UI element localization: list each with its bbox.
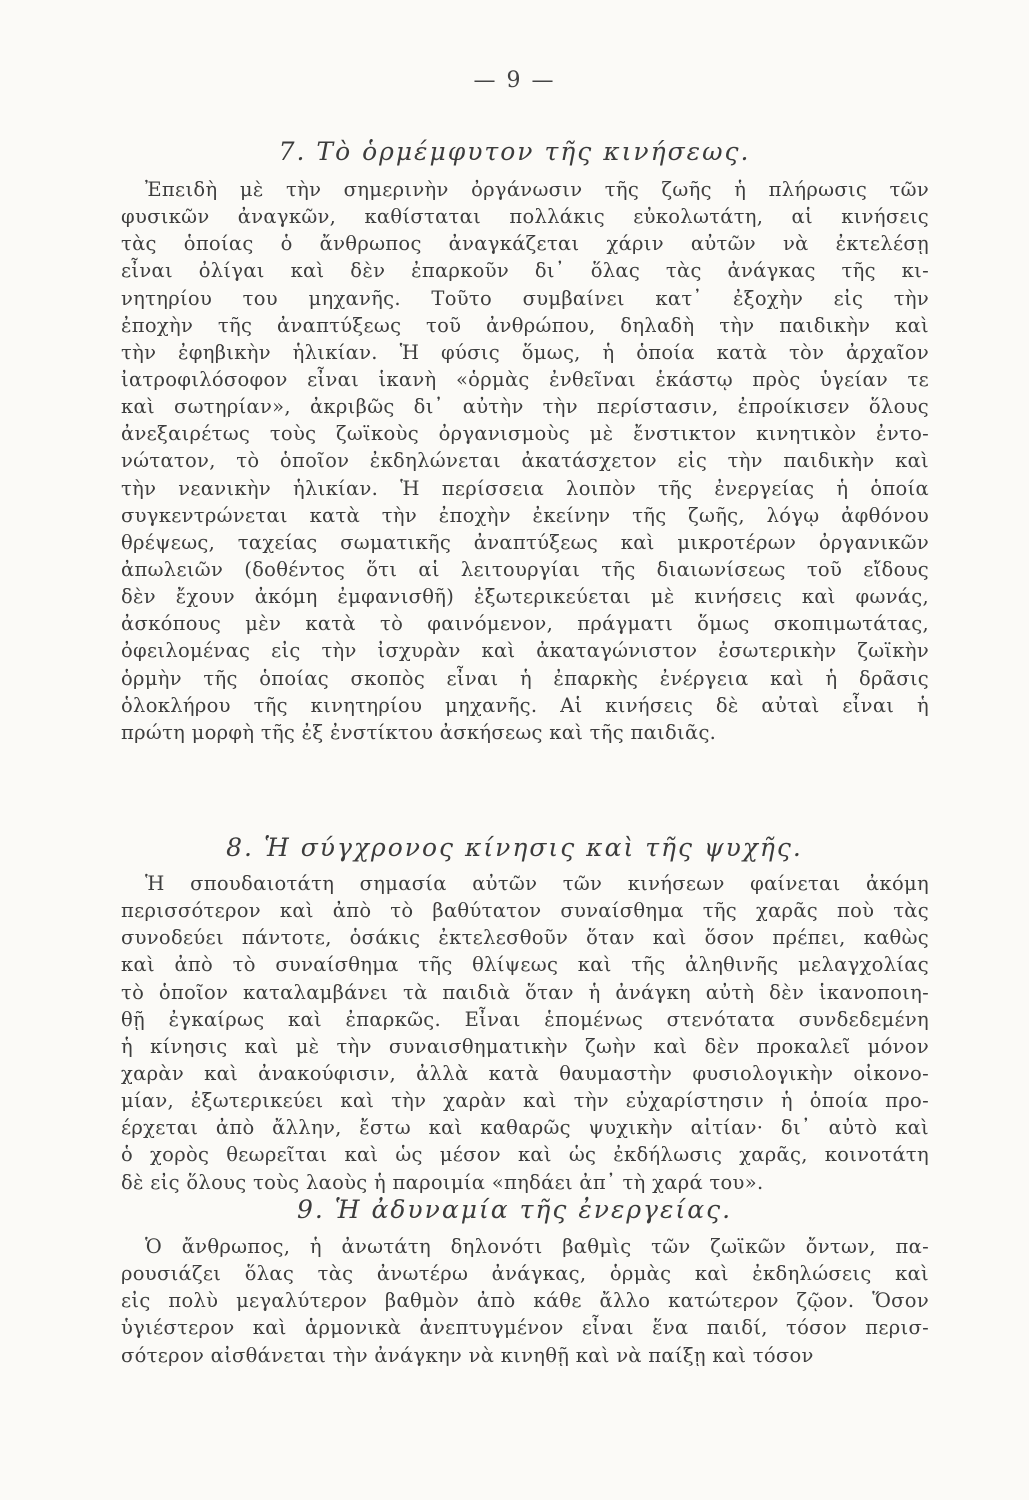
text-line: ὑγιέστερον καὶ ἁρμονικὰ ἀνεπτυγμένον εἶναι ἕνα παιδί, τόσον περισ- bbox=[121, 1316, 929, 1340]
text-line: ρουσιάζει ὅλας τὰς ἀνωτέρω ἀνάγκας, ὁρμὰς καὶ ἐκδηλώσεις καὶ bbox=[121, 1262, 929, 1286]
text-line: τὸ ὁποῖον καταλαμβάνει τὰ παιδιὰ ὅταν ἡ ἀνάγκη αὐτὴ δὲν ἱκανοποιη- bbox=[121, 980, 929, 1004]
text-line: τὴν ἐφηβικὴν ἡλικίαν. Ἡ φύσις ὅμως, ἡ ὁποία κατὰ τὸν ἀρχαῖον bbox=[121, 340, 929, 364]
text-line: χαρὰν καὶ ἀνακούφισιν, ἀλλὰ κατὰ θαυμαστὴν φυσιολογικὴν οἰκονο- bbox=[121, 1061, 929, 1085]
text-line: ἀσκόπους μὲν κατὰ τὸ φαινόμενον, πράγματι ὅμως σκοπιμωτάτας, bbox=[121, 612, 929, 636]
text-line: ἡ κίνησις καὶ μὲ τὴν συναισθηματικὴν ζωὴν καὶ δὲν προκαλεῖ μόνον bbox=[121, 1034, 929, 1058]
text-line: δὲ εἰς ὅλους τοὺς λαοὺς ἡ παροιμία «πηδάει ἀπ᾿ τὴ χαρά του». bbox=[121, 1170, 764, 1194]
text-line: συγκεντρώνεται κατὰ τὴν ἐποχὴν ἐκείνην τῆς ζωῆς, λόγῳ ἀφθόνου bbox=[121, 503, 929, 527]
text-line: εἰς πολὺ μεγαλύτερον βαθμὸν ἀπὸ κάθε ἄλλο κατώτερον ζῷον. Ὅσον bbox=[121, 1289, 929, 1313]
text-line: μίαν, ἐξωτερικεύει καὶ τὴν χαρὰν καὶ τὴν εὐχαρίστησιν ἡ ὁποία προ- bbox=[121, 1089, 929, 1113]
text-line: ἰατροφιλόσοφον εἶναι ἱκανὴ «ὁρμὰς ἐνθεῖναι ἑκάστῳ πρὸς ὑγείαν τε bbox=[121, 367, 929, 391]
text-line: καὶ ἀπὸ τὸ συναίσθημα τῆς θλίψεως καὶ τῆς ἀληθινῆς μελαγχολίας bbox=[121, 953, 929, 977]
text-line: τὴν νεανικὴν ἡλικίαν. Ἡ περίσσεια λοιπὸν τῆς ἐνεργείας ἡ ὁποία bbox=[121, 476, 929, 500]
section-heading-9: 9. Ἡ ἀδυναμία τῆς ἐνεργείας. bbox=[296, 1195, 733, 1224]
text-line: Ὁ ἄνθρωπος, ἡ ἀνωτάτη δηλονότι βαθμὶς τῶν ζωϊκῶν ὄντων, πα- bbox=[145, 1235, 929, 1258]
section-heading-7: 7. Τὸ ὁρμέμφυτον τῆς κινήσεως. bbox=[278, 137, 751, 166]
section-body-9 bbox=[121, 1233, 929, 1369]
text-line: ὁρμὴν τῆς ὁποίας σκοπὸς εἶναι ἡ ἐπαρκὴς ἐνέργεια καὶ ἡ δρᾶσις bbox=[121, 666, 929, 690]
text-line: σότερον αἰσθάνεται τὴν ἀνάγκην νὰ κινηθῇ καὶ νὰ παίξῃ καὶ τόσον bbox=[121, 1343, 814, 1367]
text-line: ὁ χορὸς θεωρεῖται καὶ ὡς μέσον καὶ ὡς ἐκδήλωσις χαρᾶς, κοινοτάτη bbox=[121, 1143, 929, 1167]
text-line: φυσικῶν ἀναγκῶν, καθίσταται πολλάκις εὐκολωτάτη, αἱ κινήσεις bbox=[121, 205, 929, 229]
section-heading-8: 8. Ἡ σύγχρονος κίνησις καὶ τῆς ψυχῆς. bbox=[226, 833, 803, 862]
text-line: θρέψεως, ταχείας σωματικῆς ἀναπτύξεως καὶ μικροτέρων ὀργανικῶν bbox=[121, 530, 929, 554]
text-line: ἐποχὴν τῆς ἀναπτύξεως τοῦ ἀνθρώπου, δηλαδὴ τὴν παιδικὴν καὶ bbox=[121, 313, 929, 337]
text-line: περισσότερον καὶ ἀπὸ τὸ βαθύτατον συναίσθημα τῆς χαρᾶς ποὺ τὰς bbox=[121, 899, 929, 923]
text-line: Ἡ σπουδαιοτάτη σημασία αὐτῶν τῶν κινήσεων φαίνεται ἀκόμη bbox=[145, 872, 929, 895]
text-line: συνοδεύει πάντοτε, ὁσάκις ἐκτελεσθοῦν ὅταν καὶ ὅσον πρέπει, καθὼς bbox=[121, 926, 929, 950]
text-line: εἶναι ὀλίγαι καὶ δὲν ἐπαρκοῦν δι᾿ ὅλας τὰς ἀνάγκας τῆς κι- bbox=[121, 259, 929, 283]
section-body-7 bbox=[121, 176, 929, 746]
text-line: ὁλοκλήρου τῆς κινητηρίου μηχανῆς. Αἱ κινήσεις δὲ αὐταὶ εἶναι ἡ bbox=[121, 693, 929, 717]
text-line: έρχεται ἀπὸ ἄλλην, ἔστω καὶ καθαρῶς ψυχικὴν αἰτίαν· δι᾿ αὐτὸ καὶ bbox=[121, 1116, 929, 1140]
text-line: νητηρίου του μηχανῆς. Τοῦτο συμβαίνει κατ᾿ ἐξοχὴν εἰς τὴν bbox=[121, 286, 929, 310]
text-line: ἀπωλειῶν (δοθέντος ὅτι αἱ λειτουργίαι τῆς διαιωνίσεως τοῦ εἴδους bbox=[121, 557, 929, 581]
text-line: θῇ ἐγκαίρως καὶ ἐπαρκῶς. Εἶναι ἑπομένως στενότατα συνδεδεμένη bbox=[121, 1007, 929, 1031]
text-line: καὶ σωτηρίαν», ἀκριβῶς δι᾿ αὐτὴν τὴν περίστασιν, ἐπροίκισεν ὅλους bbox=[121, 395, 929, 419]
text-line: πρώτη μορφὴ τῆς ἐξ ἐνστίκτου ἀσκήσεως καὶ τῆς παιδιᾶς. bbox=[121, 720, 717, 744]
text-line: δὲν ἔχουν ἀκόμη ἐμφανισθῆ) ἐξωτερικεύεται μὲ κινήσεις καὶ φωνάς, bbox=[121, 585, 929, 609]
page-number: — 9 — bbox=[473, 68, 556, 93]
section-body-8 bbox=[121, 870, 929, 1196]
text-line: Ἐπειδὴ μὲ τὴν σημερινὴν ὀργάνωσιν τῆς ζωῆς ἡ πλήρωσις τῶν bbox=[145, 178, 929, 201]
text-line: νώτατον, τὸ ὁποῖον ἐκδηλώνεται ἀκατάσχετον εἰς τὴν παιδικὴν καὶ bbox=[121, 449, 929, 473]
text-line: ἀνεξαιρέτως τοὺς ζωϊκοὺς ὀργανισμοὺς μὲ ἔνστικτον κινητικὸν ἐντο- bbox=[121, 422, 929, 446]
text-line: τὰς ὁποίας ὁ ἄνθρωπος ἀναγκάζεται χάριν αὐτῶν νὰ ἐκτελέσῃ bbox=[121, 232, 929, 256]
text-line: ὀφειλομένας εἰς τὴν ἰσχυρὰν καὶ ἀκαταγώνιστον ἐσωτερικὴν ζωϊκὴν bbox=[121, 639, 929, 663]
